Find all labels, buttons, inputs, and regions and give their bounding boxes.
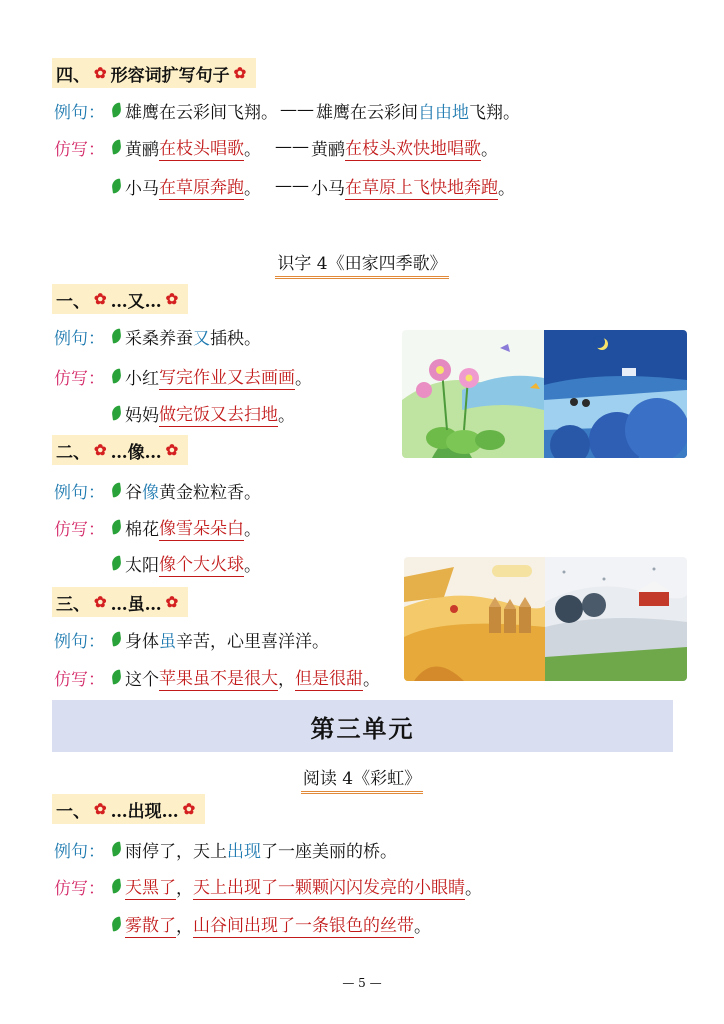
leaf-icon — [111, 555, 122, 570]
highlight-word: 虽 — [159, 631, 176, 652]
section-title: …虽… — [110, 594, 162, 615]
sentence-text: 。 — [295, 368, 312, 389]
filled-answer: 像个大火球 — [159, 550, 244, 577]
page-number: — 5 — — [342, 976, 382, 990]
example-text: 插秧。 — [210, 328, 261, 349]
flower-icon: ✿ — [94, 593, 107, 611]
leaf-icon — [111, 841, 122, 856]
filled-answer: 天上出现了一颗颗闪闪发亮的小眼睛 — [193, 873, 465, 900]
example-text: 辛苦，心里喜洋洋。 — [176, 631, 329, 652]
example-text: 了一座美丽的桥。 — [261, 841, 397, 862]
flower-icon: ✿ — [165, 290, 179, 308]
example-label: 例句： — [54, 482, 105, 503]
dash: —— — [275, 137, 309, 157]
spring-winter-illustration — [402, 330, 687, 458]
example-text: 谷 — [125, 482, 142, 503]
filled-answer: 在枝头唱歌 — [159, 134, 244, 161]
leaf-icon — [111, 102, 122, 117]
sentence-text: 太阳 — [125, 555, 159, 576]
flower-icon: ✿ — [94, 290, 107, 308]
sentence-text: 黄鹂 — [125, 139, 159, 160]
section-number: 四、 — [56, 65, 90, 86]
lesson-title — [0, 764, 724, 794]
pattern-header-chuxian — [52, 794, 205, 824]
imitation-label: 仿写： — [54, 139, 105, 160]
imitation-label: 仿写： — [54, 878, 105, 899]
sentence-text: 。 — [498, 178, 515, 199]
example-label: 例句： — [54, 841, 105, 862]
example-label: 例句： — [54, 631, 105, 652]
leaf-icon — [111, 878, 122, 893]
example-text: 雄鹰在云彩间飞翔。 — [125, 102, 278, 123]
filled-answer: 在草原上飞快地奔跑 — [345, 173, 498, 200]
sentence-text: 小马 — [125, 178, 159, 199]
sentence-text: 小红 — [125, 368, 159, 389]
leaf-icon — [111, 482, 122, 497]
sentence-text: ， — [176, 916, 193, 937]
sentence-text: 黄鹂 — [311, 139, 345, 160]
example-text: 身体 — [125, 631, 159, 652]
dash: —— — [275, 176, 309, 196]
filled-answer: 山谷间出现了一条银色的丝带 — [193, 911, 414, 938]
filled-answer: 但是很甜 — [295, 664, 363, 691]
filled-answer: 像雪朵朵白 — [159, 514, 244, 541]
flower-icon: ✿ — [182, 800, 196, 818]
autumn-winter-illustration — [404, 557, 687, 681]
highlight-word: 出现 — [227, 841, 261, 862]
flower-icon: ✿ — [165, 593, 179, 611]
sentence-text: 。 — [244, 519, 261, 540]
section-title: …出现… — [110, 801, 179, 822]
filled-answer: 天黑了 — [125, 873, 176, 900]
leaf-icon — [111, 328, 122, 343]
pattern-header-sui — [52, 587, 188, 617]
sentence-text: 。 — [244, 555, 261, 576]
sentence-text: 这个 — [125, 669, 159, 690]
flower-icon: ✿ — [165, 441, 179, 459]
sentence-text: 妈妈 — [125, 405, 159, 426]
sentence-text: 。 — [465, 878, 482, 899]
filled-answer: 在草原奔跑 — [159, 173, 244, 200]
section-title: 形容词扩写句子 — [110, 65, 230, 86]
example-text: 飞翔。 — [469, 102, 520, 123]
example-label: 例句： — [54, 102, 105, 123]
imitation-label: 仿写： — [54, 669, 105, 690]
leaf-icon — [111, 405, 122, 420]
imitation-label: 仿写： — [54, 519, 105, 540]
sentence-text: 棉花 — [125, 519, 159, 540]
sentence-text: 。 — [278, 405, 295, 426]
example-label: 例句： — [54, 328, 105, 349]
flower-icon: ✿ — [94, 64, 107, 82]
unit-title: 第三单元 — [310, 713, 415, 743]
imitation-label: 仿写： — [54, 368, 105, 389]
lesson-title-text: 阅读 4《彩虹》 — [301, 764, 423, 794]
sentence-text: 。 — [481, 139, 498, 160]
filled-answer: 在枝头欢快地唱歌 — [345, 134, 481, 161]
leaf-icon — [111, 669, 122, 684]
lesson-title — [0, 249, 724, 279]
sentence-text: 。 — [363, 669, 380, 690]
leaf-icon — [111, 519, 122, 534]
section-number: 三、 — [56, 594, 90, 615]
leaf-icon — [111, 178, 122, 193]
section-title: …像… — [110, 442, 162, 463]
filled-answer: 做完饭又去扫地 — [159, 400, 278, 427]
leaf-icon — [111, 139, 122, 154]
filled-answer: 雾散了 — [125, 911, 176, 938]
pattern-header-you — [52, 284, 188, 314]
flower-icon: ✿ — [94, 800, 107, 818]
section-number: 二、 — [56, 442, 90, 463]
sentence-text: 。 — [414, 916, 431, 937]
flower-icon: ✿ — [94, 441, 107, 459]
example-text: 黄金粒粒香。 — [159, 482, 261, 503]
sentence-text: 。 — [244, 178, 261, 199]
section-title: …又… — [110, 291, 162, 312]
dash: —— — [280, 100, 314, 120]
sentence-text: 。 — [244, 139, 261, 160]
filled-answer: 写完作业又去画画 — [159, 363, 295, 390]
pattern-header-xiang — [52, 435, 188, 465]
leaf-icon — [111, 368, 122, 383]
sentence-text: ， — [278, 669, 295, 690]
leaf-icon — [111, 916, 122, 931]
example-text: 采桑养蚕 — [125, 328, 193, 349]
highlight-word: 像 — [142, 482, 159, 503]
highlight-word: 又 — [193, 328, 210, 349]
lesson-title-text: 识字 4《田家四季歌》 — [275, 249, 448, 279]
example-text: 雨停了，天上 — [125, 841, 227, 862]
section-header-adjective — [52, 58, 256, 88]
flower-icon: ✿ — [233, 64, 247, 82]
sentence-text: ， — [176, 878, 193, 899]
leaf-icon — [111, 631, 122, 646]
unit-banner — [52, 700, 673, 752]
filled-answer: 苹果虽不是很大 — [159, 664, 278, 691]
section-number: 一、 — [56, 801, 90, 822]
sentence-text: 小马 — [311, 178, 345, 199]
example-text: 雄鹰在云彩间 — [316, 102, 418, 123]
highlight-word: 自由地 — [418, 102, 469, 123]
section-number: 一、 — [56, 291, 90, 312]
